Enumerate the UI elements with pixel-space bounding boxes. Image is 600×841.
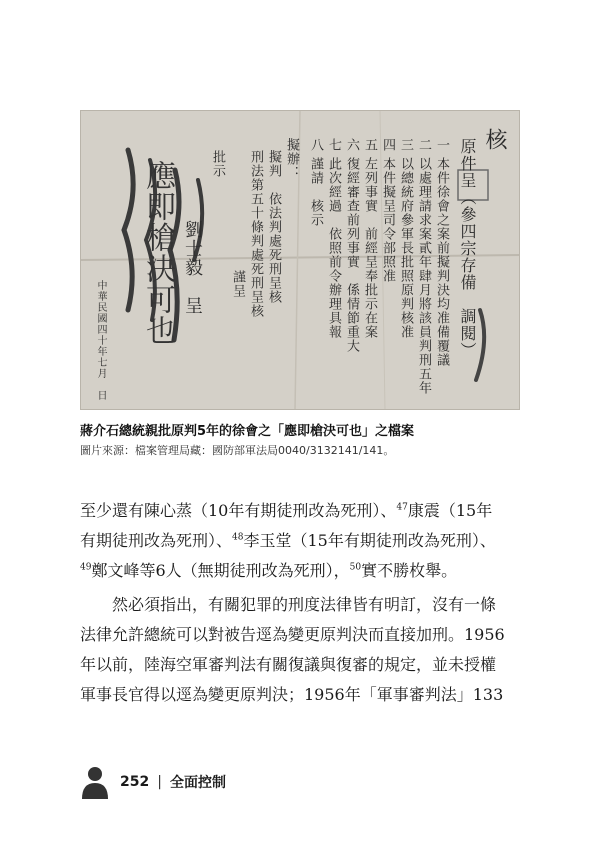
archive-document-photo (80, 110, 520, 410)
paragraph1-line3: $^{49}$鄭文峰等6人（無期徒刑改為死刑），$^{50}$實不勝枚舉。 (80, 561, 458, 580)
paragraph2-line1: 然必須指出，有關犯罪的刑度法律皆有明訂，沒有一條 (112, 595, 497, 614)
photo-col-16: 中華民國四十年七月 日 (95, 280, 106, 401)
footnote-ref[interactable]: 50 (349, 562, 362, 573)
book-title: 全面控制 (169, 775, 226, 791)
page-footer (80, 765, 520, 799)
figure-caption: 蔣介石總統親批原判5年的徐會之「應即槍決可也」之檔案 (80, 424, 415, 439)
paragraph1-line1: 至少還有陳心蒸（10年有期徒刑改為死刑）、$^{47}$康震（15年 (80, 501, 493, 520)
photo-col-17: 應即槍決可也 (140, 160, 175, 346)
paragraph2-line4: 軍事長官得以逕為變更原判決；1956年「軍事審判法」133 (80, 685, 504, 704)
photo-col-2: 一 本件徐會之案前擬判決均准備覆議 (434, 138, 449, 368)
figure-silhouette-icon (80, 765, 110, 799)
footer-separator: | (157, 774, 162, 790)
body-text (80, 496, 520, 710)
paragraph1-line2: 有期徒刑改為死刑）、$^{48}$李玉堂（15年有期徒刑改為死刑）、 (80, 531, 496, 550)
paragraph2-line3: 年以前，陸海空軍審判法有關復議與復審的規定，並未授權 (80, 655, 497, 674)
photo-col-10: 擬辦： (284, 138, 299, 180)
footnote-ref[interactable]: 49 (80, 562, 92, 573)
paragraph2-line2: 法律允許總統可以對被告逕為變更原判決而直接加刑。1956 (80, 625, 505, 644)
photo-col-15: 劉士毅 呈 (182, 220, 203, 315)
page-number: 252 (120, 774, 150, 790)
photo-col-11: 擬判 依法判處死刑呈核 (266, 150, 281, 304)
photo-col-5: 四 本件擬呈司令部照准 (380, 138, 395, 284)
photo-col-7: 六 復經審查前列事實 係情節重大 (344, 138, 359, 354)
photo-col-14: 批示 (210, 150, 225, 178)
photo-col-12: 刑法第五十條判處死刑呈核 (248, 150, 263, 318)
photo-col-4: 三 以總統府參軍長批照原判核准 (398, 138, 413, 340)
photo-col-8: 七 此次經過 依照前令辦理具報 (326, 138, 341, 340)
photo-col-9: 八 謹請 核示 (308, 138, 323, 228)
photo-col-1: 原件呈（參四宗存備 調閱） (458, 138, 477, 359)
footnote-ref[interactable]: 48 (232, 532, 244, 543)
footnote-ref[interactable]: 47 (396, 502, 408, 513)
figure-source: 圖片來源：檔案管理局藏：國防部軍法局0040/3132141/141。 (80, 444, 395, 457)
photo-col-6: 五 左列事實 前經呈奉批示在案 (362, 138, 377, 340)
photo-col-13: 謹呈 (230, 270, 245, 298)
photo-col-3: 二 以處理請求案貳年肆月將該員判刑五年 (416, 138, 431, 396)
photo-col-0: 核 (482, 128, 507, 151)
